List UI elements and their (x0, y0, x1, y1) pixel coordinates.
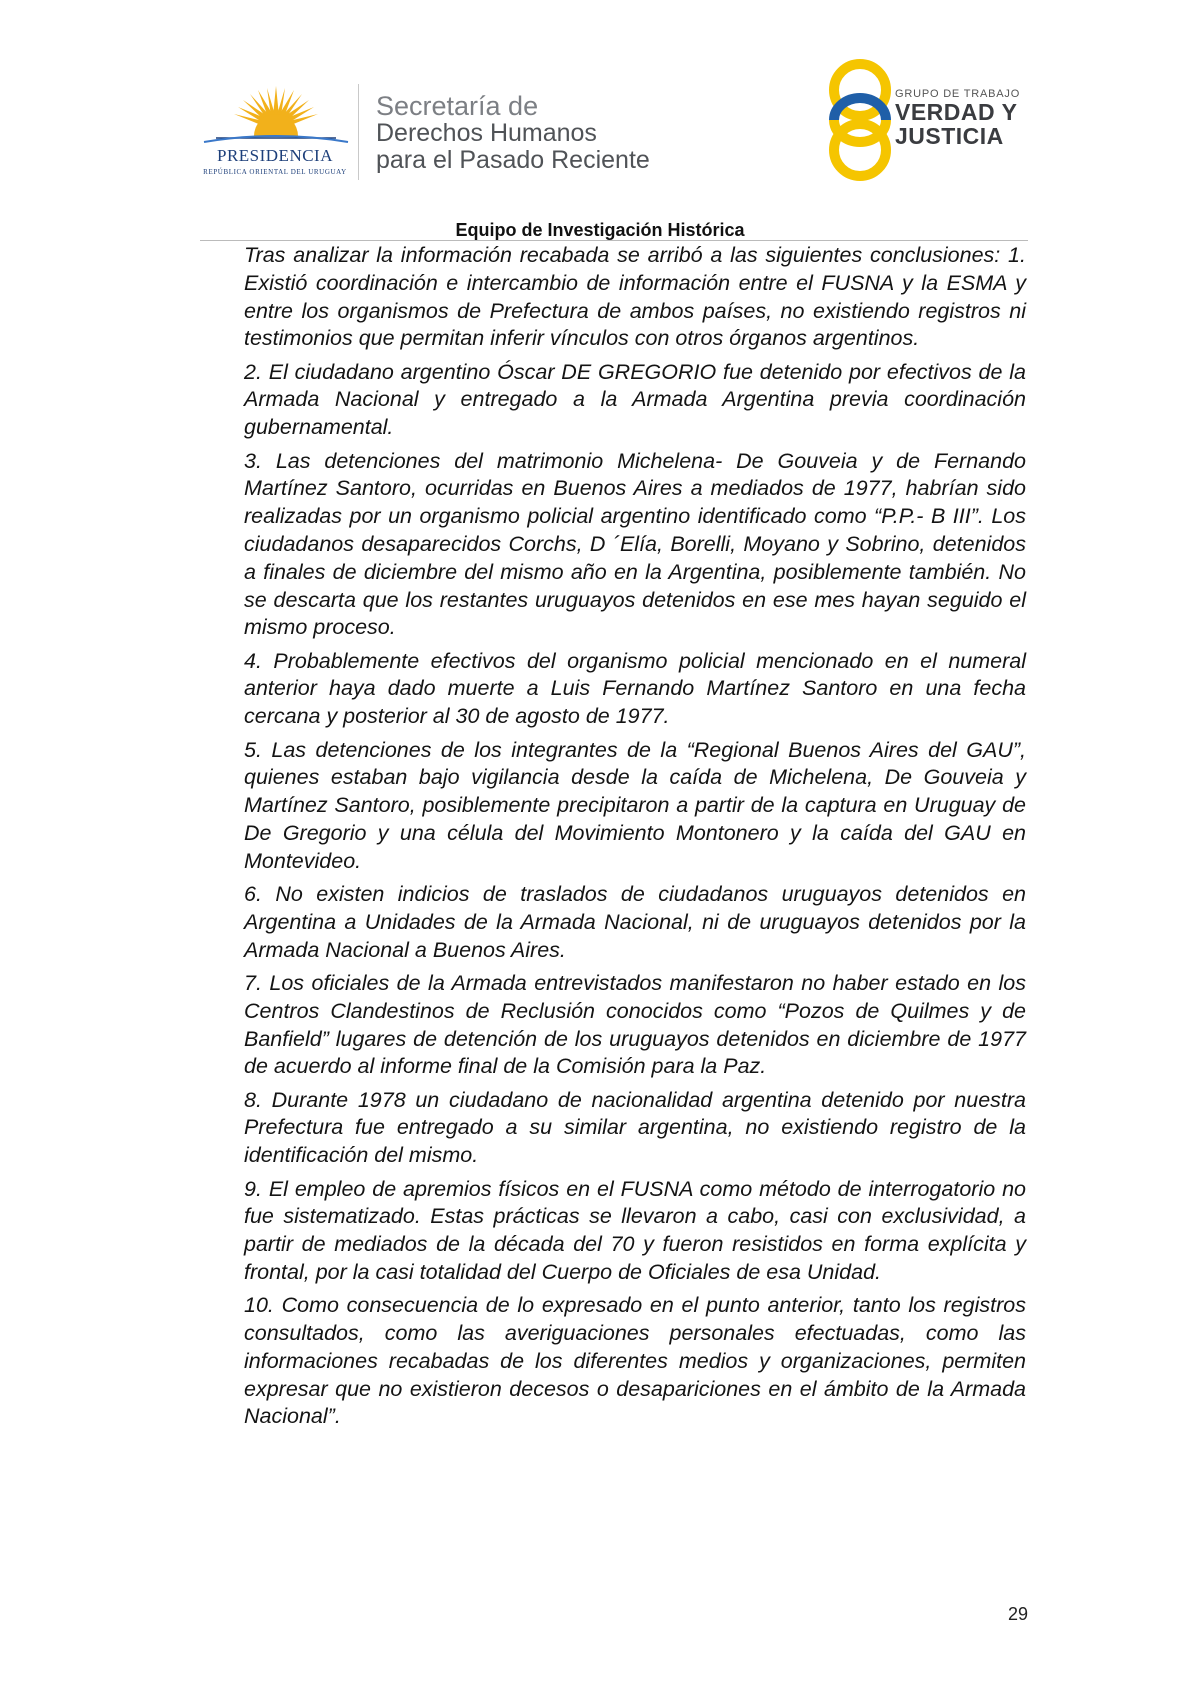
secretaria-line-1: Secretaría de (376, 91, 539, 121)
sun-icon (196, 80, 356, 146)
paragraph: 2. El ciudadano argentino Óscar DE GREGORIO fue detenido por efectivos de la Armada Nacional y entregado a la Armada Argentina previa coordinación gubernamental. (244, 359, 1026, 440)
secretaria-line-3: para el Pasado Reciente (376, 146, 650, 174)
header-rule (200, 240, 1028, 241)
paragraph: 4. Probablemente efectivos del organismo policial mencionado en el numeral anterior haya dado muerte a Luis Fernando Martínez Santoro en una fecha cercana y posterior al 30 de agosto de 1977. (244, 648, 1026, 729)
paragraph: 3. Las detenciones del matrimonio Michelena- De Gouveia y de Fernando Martínez Santoro, ocurridas en Buenos Aires a mediados de 1977, habrían sido realizadas por un organismo policial argentino identificado como “P.P.- B III”. Los ciudadanos desaparecidos Corchs, D ´Elía, Borelli, Moyano y Sobrino, detenidos a finales de diciembre del mismo año en la Argentina, posiblemente también. No se descarta que los restantes uruguayos detenidos en ese mes hayan seguido el mismo proceso. (244, 448, 1026, 640)
rings-icon (820, 56, 900, 184)
page-number: 29 (1007, 1604, 1028, 1624)
gtvj-line-3: JUSTICIA (895, 123, 1004, 149)
page-header (0, 0, 1190, 190)
paragraph: 5. Las detenciones de los integrantes de la “Regional Buenos Aires del GAU”, quienes estaban bajo vigilancia desde la caída de Michelena, De Gouveia y Martínez Santoro, posiblemente precipitaron a partir de la captura en Uruguay de De Gregorio y una célula del Movimiento Montonero y la caída del GAU en Montevideo. (244, 737, 1026, 873)
paragraph: 6. No existen indicios de traslados de ciudadanos uruguayos detenidos en Argentina a Unidades de la Armada Nacional, ni de uruguayos detenidos por la Armada Nacional a Buenos Aires. (244, 882, 1026, 962)
paragraph: 10. Como consecuencia de lo expresado en el punto anterior, tanto los registros consultados, como las averiguaciones personales efectuadas, como las informaciones recabadas de los diferentes medios y organizaciones, permiten expresar que no existieron decesos o desapariciones en el ámbito de la Armada Nacional”. (244, 1293, 1026, 1429)
secretaria-line-2: Derechos Humanos (376, 119, 597, 147)
gtvj-line-2: VERDAD Y (895, 99, 1018, 125)
paragraph: 8. Durante 1978 un ciudadano de nacionalidad argentina detenido por nuestra Prefectura fue entregado a su similar argentina, no existiendo registro de la identificación del mismo. (244, 1087, 1026, 1168)
presidencia-logo (196, 80, 356, 180)
gtvj-line-1: GRUPO DE TRABAJO (895, 88, 1021, 100)
logo-divider (358, 84, 359, 180)
paragraph: 9. El empleo de apremios físicos en el FUSNA como método de interrogatorio no fue sistematizado. Estas prácticas se llevaron a cabo, casi con exclusividad, a partir de mediados de la década del 70 y fueron resistidos en forma explícita y frontal, por la casi totalidad del Cuerpo de Oficiales de esa Unidad. (244, 1176, 1026, 1284)
presidencia-name: PRESIDENCIA (216, 146, 333, 165)
verdad-justicia-text (895, 88, 1020, 148)
section-title: Equipo de Investigación Histórica (455, 220, 745, 240)
body-text (244, 242, 1026, 1437)
presidencia-subtitle: REPÚBLICA ORIENTAL DEL URUGUAY (203, 168, 347, 176)
secretaria-logo-text (376, 92, 716, 174)
paragraph: 7. Los oficiales de la Armada entrevistados manifestaron no haber estado en los Centros Clandestinos de Reclusión conocidos como “Pozos de Quilmes y de Banfield” lugares de detención de los uruguayos detenidos en diciembre de 1977 de acuerdo al informe final de la Comisión para la Paz. (244, 970, 1026, 1079)
paragraph: Tras analizar la información recabada se arribó a las siguientes conclusiones: 1. Existió coordinación e intercambio de información entre el FUSNA y la ESMA y entre los organismos de Prefectura de ambos países, no existiendo registros ni testimonios que permitan inferir vínculos con otros órganos argentinos. (244, 243, 1026, 351)
